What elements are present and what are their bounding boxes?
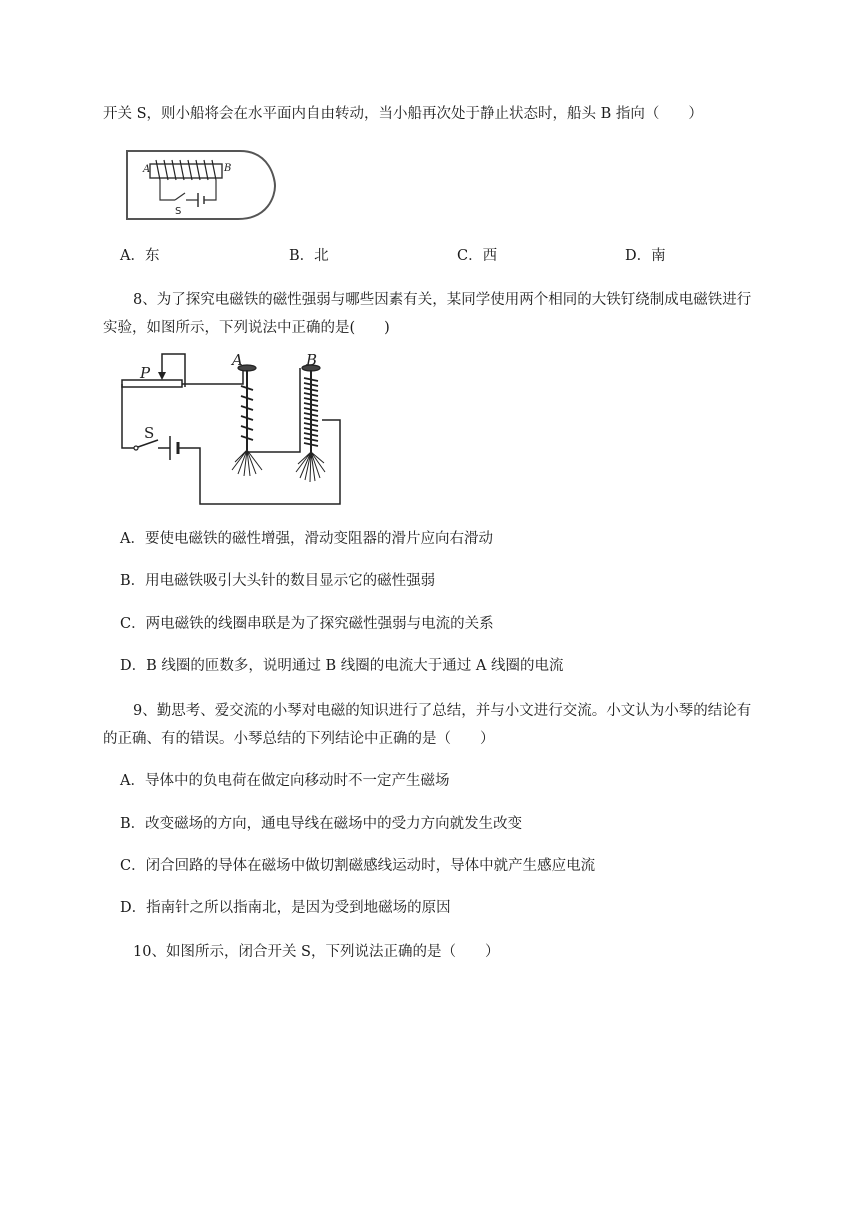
q8-electromagnet-figure (110, 350, 350, 510)
q9-option-c: C．闭合回路的导体在磁场中做切割磁感线运动时，导体中就产生感应电流 (120, 858, 596, 874)
q9-stem-line2: 的正确、有的错误。小琴总结的下列结论中正确的是（ ） (103, 731, 495, 747)
rheostat-label-p: P (140, 364, 151, 382)
q8-option-d: D．B 线圈的匝数多，说明通过 B 线圈的电流大于通过 A 线圈的电流 (120, 658, 564, 674)
q7-option-b-letter: B． (289, 248, 315, 264)
q7-boat-figure (120, 146, 280, 226)
coil-label-a: A (143, 164, 151, 175)
pins-b (296, 452, 325, 482)
q9-option-d: D．指南针之所以指南北，是因为受到地磁场的原因 (120, 900, 451, 916)
q8-stem-line2: 实验，如图所示，下列说法中正确的是( ) (103, 320, 390, 336)
q8-option-b: B．用电磁铁吸引大头针的数目显示它的磁性强弱 (120, 573, 436, 589)
boat-circuit (160, 180, 216, 200)
q8-option-a: A．要使电磁铁的磁性增强，滑动变阻器的滑片应向右滑动 (120, 531, 493, 547)
pins-a (232, 450, 262, 476)
nail-label-b: B (306, 351, 318, 369)
q7-option-d-letter: D． (625, 248, 652, 264)
q9-stem-line1: 9、勤思考、爱交流的小琴对电磁的知识进行了总结，并与小文进行交流。小文认为小琴的结论有 (133, 703, 752, 719)
q7-option-c-letter: C． (457, 248, 483, 264)
switch-label-s: S (175, 206, 182, 217)
q7-option-d-text: 南 (651, 248, 666, 264)
q7-option-b (289, 246, 329, 266)
q7-option-a-letter: A． (120, 248, 145, 264)
q7-option-a (120, 246, 159, 266)
q8-option-c: C．两电磁铁的线圈串联是为了探究磁性强弱与电流的关系 (120, 616, 494, 632)
coil (156, 160, 216, 180)
q8-stem-line1: 8、为了探究电磁铁的磁性强弱与哪些因素有关，某同学使用两个相同的大铁钉绕制成电磁铁进行 (133, 292, 752, 308)
nail-label-a: A (232, 351, 243, 369)
iron-core (150, 164, 222, 178)
q7-option-c-text: 西 (482, 248, 498, 264)
q10-stem: 10、如图所示，闭合开关 S，下列说法正确的是（ ） (133, 944, 500, 960)
q7-option-d (625, 246, 666, 266)
rheostat (122, 380, 182, 387)
q7-option-a-text: 东 (144, 248, 160, 264)
q7-option-c (457, 246, 497, 266)
boat-hull (127, 151, 275, 219)
coil-label-b: B (224, 163, 232, 174)
slider-arrow (158, 372, 166, 380)
switch-label-s: S (144, 424, 155, 442)
q9-option-b: B．改变磁场的方向，通电导线在磁场中的受力方向就发生改变 (120, 816, 523, 832)
q7-stem: 开关 S，则小船将会在水平面内自由转动，当小船再次处于静止状态时，船头 B 指向（ ） (103, 106, 703, 122)
q9-option-a: A．导体中的负电荷在做定向移动时不一定产生磁场 (120, 773, 450, 789)
q7-option-b-text: 北 (314, 248, 329, 264)
